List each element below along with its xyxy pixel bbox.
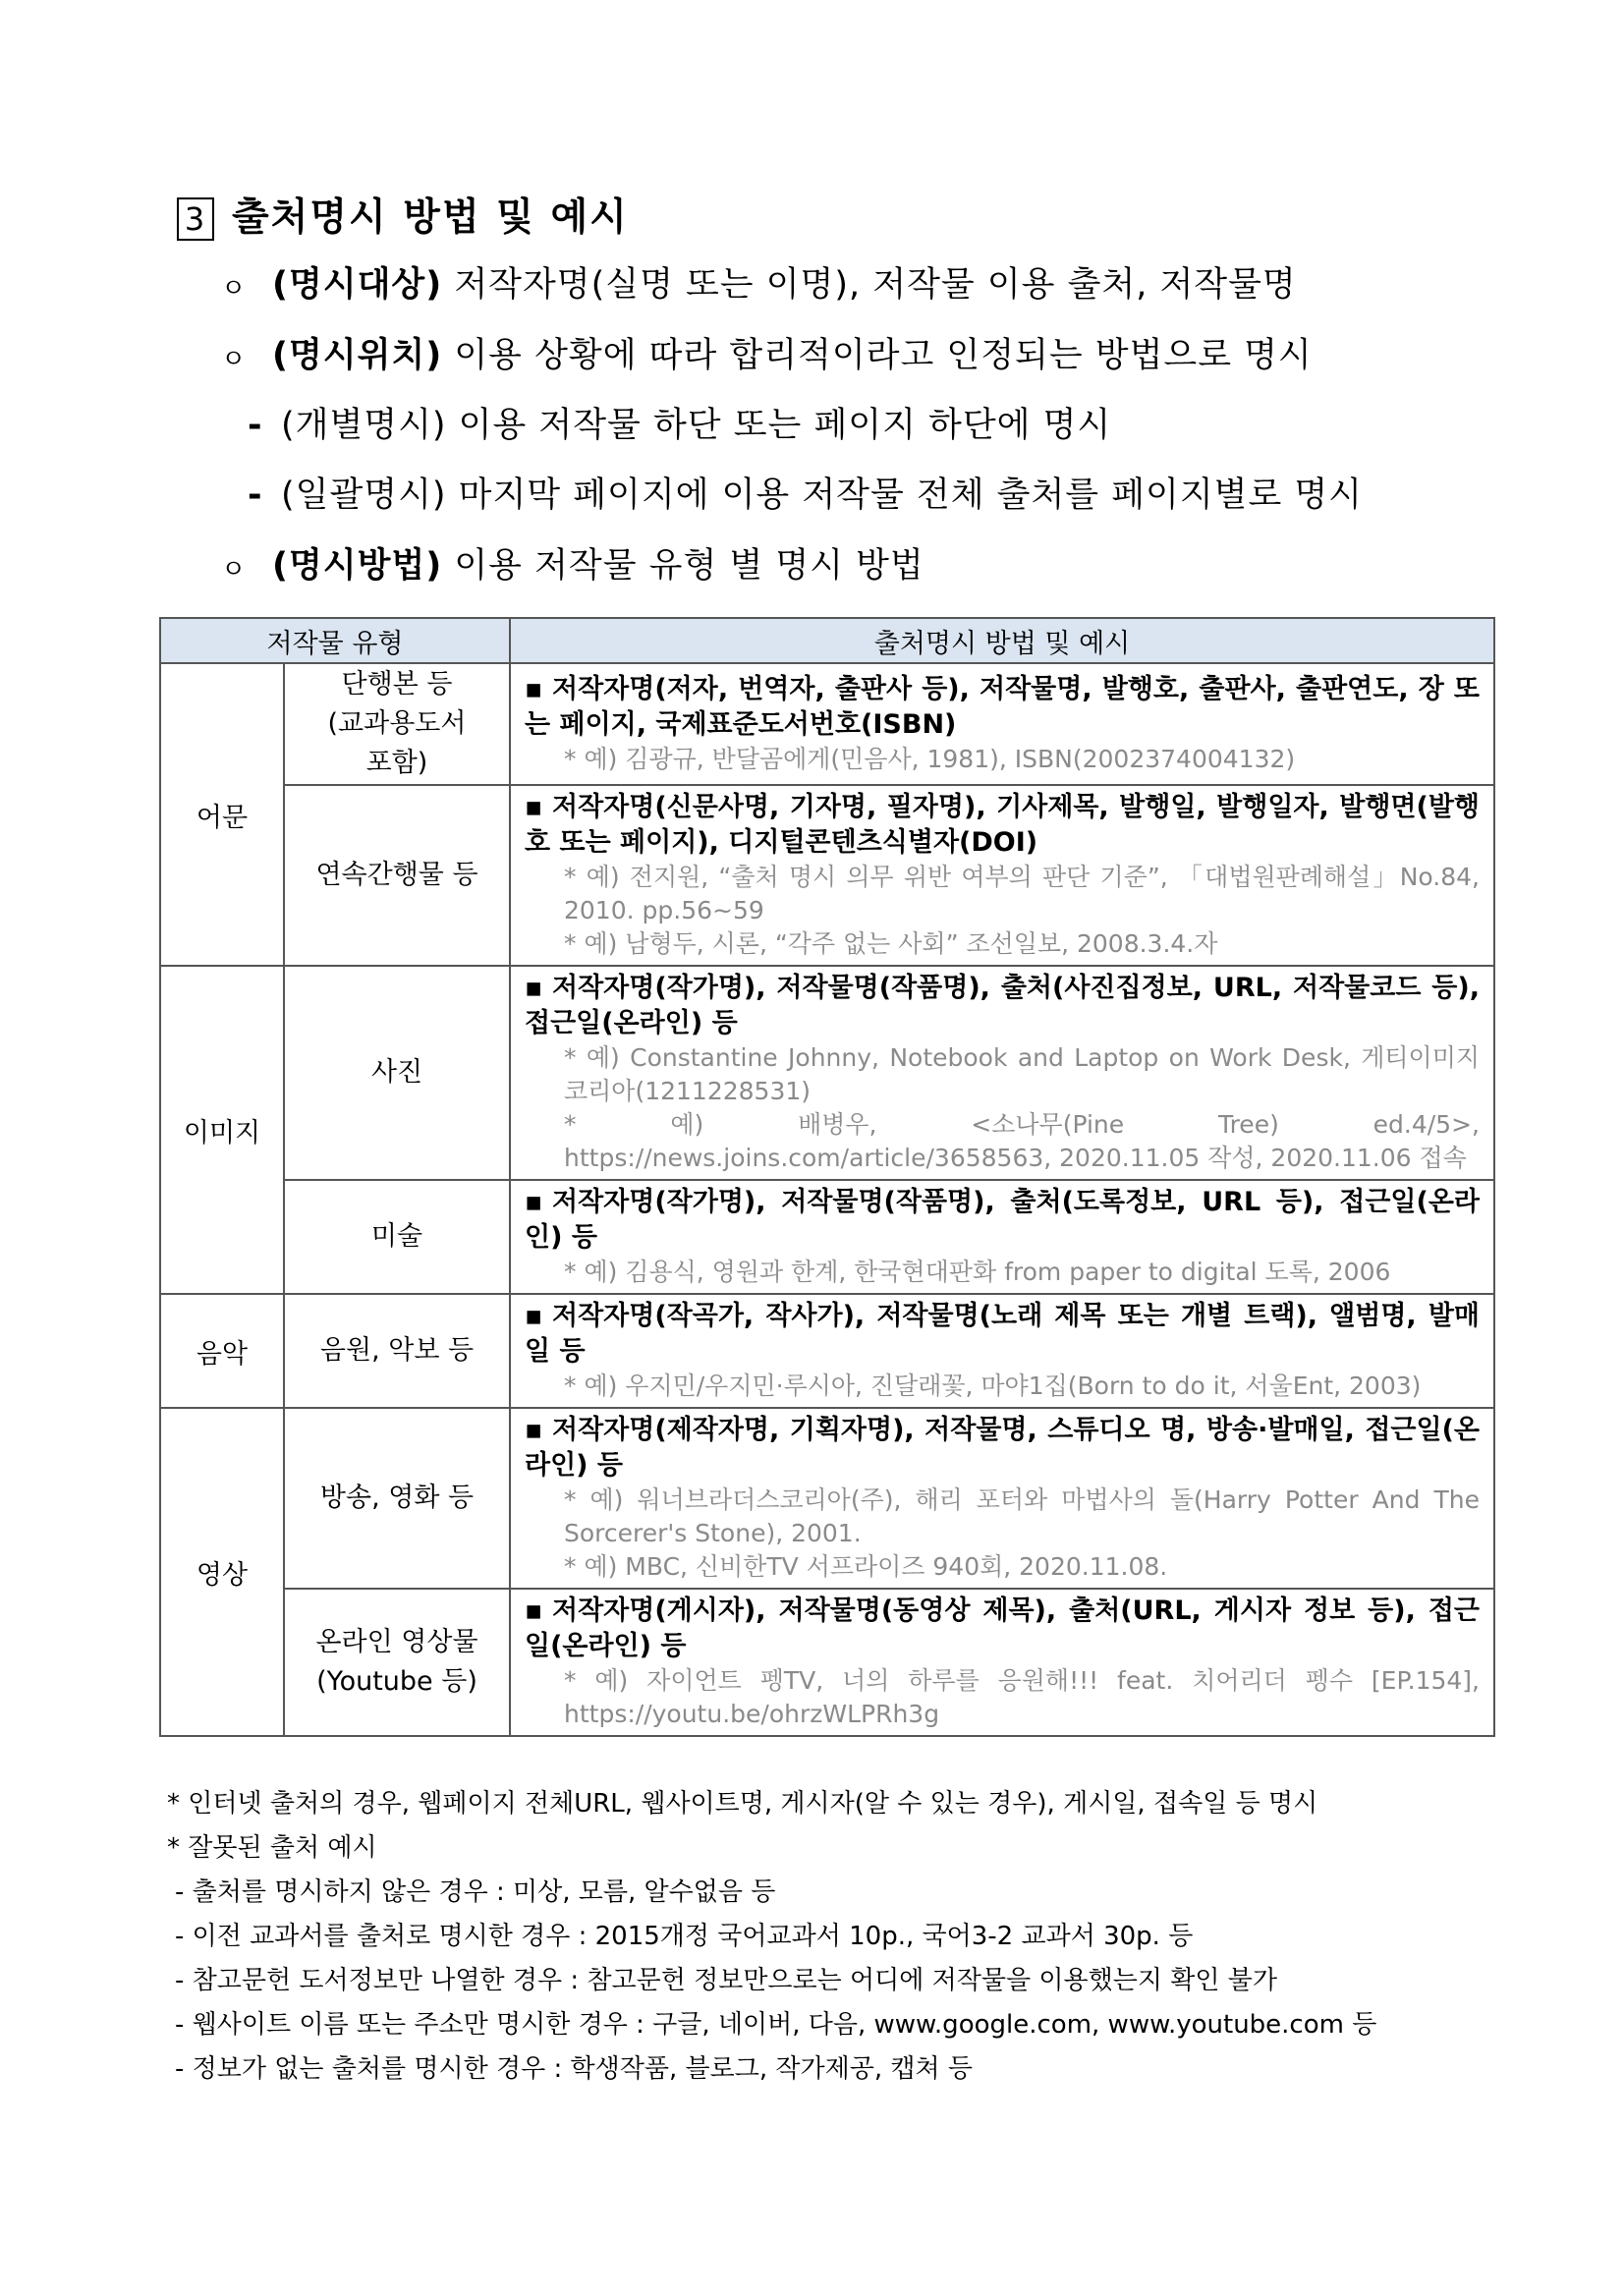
table-row: [160, 966, 1494, 1180]
example-text: * 예) 배병우, <소나무(Pine Tree) ed.4/5>, https://news.joins.com/article/3658563, 2020.11.05 작성, 2020.11.06 접속: [564, 1110, 1480, 1172]
main-text: ▪ 저작자명(작가명), 저작물명(작품명), 출처(사진집정보, URL, 저작물코드 등), 접근일(온라인) 등: [525, 973, 1480, 1038]
square-bullet-icon: ▪: [525, 1415, 543, 1445]
circle-bullet: ㅇ: [221, 344, 248, 374]
category-cell: 영상: [160, 1408, 284, 1736]
item-method: [221, 538, 924, 588]
example-text: * 예) Constantine Johnny, Notebook and Laptop on Work Desk, 게티이미지코리아(1211228531): [564, 1043, 1480, 1105]
item-label: (명시대상): [272, 265, 443, 305]
item-position: [221, 328, 1313, 377]
note-line: - 출처를 명시하지 않은 경우 : 미상, 모름, 알수없음 등: [175, 1877, 776, 1907]
table-row: [160, 785, 1494, 966]
subtype-cell: 사진: [284, 966, 510, 1180]
item-text: (개별명시) 이용 저작물 하단 또는 페이지 하단에 명시: [281, 406, 1112, 445]
note-line: - 참고문헌 도서정보만 나열한 경우 : 참고문헌 정보만으로는 어디에 저작물을 이용했는지 확인 불가: [175, 1966, 1277, 1995]
item-label: (명시방법): [272, 546, 443, 586]
square-bullet-icon: ▪: [525, 674, 543, 704]
category-cell: 이미지: [160, 966, 284, 1294]
circle-bullet: ㅇ: [221, 273, 248, 304]
main-text: ▪ 저작자명(저자, 번역자, 출판사 등), 저작물명, 발행호, 출판사, 출판연도, 장 또는 페이지, 국제표준도서번호(ISBN): [525, 674, 1480, 740]
table-row: [160, 1180, 1494, 1294]
item-text: 저작자명(실명 또는 이명), 저작물 이용 출처, 저작물명: [442, 265, 1297, 305]
description-cell: [510, 1589, 1494, 1736]
example-text: * 예) 김광규, 반달곰에게(민음사, 1981), ISBN(2002374004132): [564, 745, 1296, 773]
item-individual: [248, 398, 1111, 447]
circle-bullet: ㅇ: [221, 554, 248, 585]
notes-section: [167, 1782, 1376, 2092]
note-line: - 이전 교과서를 출처로 명시한 경우 : 2015개정 국어교과서 10p., 국어3-2 교과서 30p. 등: [175, 1922, 1194, 1951]
subtype-cell: 음원, 악보 등: [284, 1294, 510, 1408]
category-cell: 어문: [160, 663, 284, 966]
subtype-cell: 온라인 영상물 (Youtube 등): [284, 1589, 510, 1736]
category-cell: 음악: [160, 1294, 284, 1408]
subtype-cell: 연속간행물 등: [284, 785, 510, 966]
item-text: (일괄명시) 마지막 페이지에 이용 저작물 전체 출처를 페이지별로 명시: [281, 476, 1363, 515]
citation-table: [159, 617, 1495, 1737]
main-text: ▪ 저작자명(작곡가, 작사가), 저작물명(노래 제목 또는 개별 트랙), 앨범명, 발매일 등: [525, 1301, 1480, 1367]
square-bullet-icon: ▪: [525, 1187, 543, 1217]
example-text: * 예) 김용식, 영원과 한계, 한국현대판화 from paper to digital 도록, 2006: [564, 1258, 1391, 1286]
example-text: * 예) 전지원, “출처 명시 의무 위반 여부의 판단 기준”, 「대법원판례해설」No.84, 2010. pp.56~59: [564, 863, 1480, 924]
table-row: [160, 1294, 1494, 1408]
subtype-cell: 미술: [284, 1180, 510, 1294]
table-row: [160, 1589, 1494, 1736]
subtype-cell: 단행본 등 (교과용도서 포함): [284, 663, 510, 785]
subtype-cell: 방송, 영화 등: [284, 1408, 510, 1589]
table-row: [160, 1408, 1494, 1589]
example-text: * 예) MBC, 신비한TV 서프라이즈 940회, 2020.11.08.: [564, 1552, 1168, 1581]
description-cell: [510, 663, 1494, 785]
note-line: - 정보가 없는 출처를 명시한 경우 : 학생작품, 블로그, 작가제공, 캡쳐 등: [175, 2054, 973, 2084]
section-heading: [177, 187, 629, 242]
item-target: [221, 257, 1297, 307]
description-cell: [510, 1180, 1494, 1294]
square-bullet-icon: ▪: [525, 1301, 543, 1331]
example-text: * 예) 우지민/우지민·루시아, 진달래꽃, 마야1집(Born to do it, 서울Ent, 2003): [564, 1372, 1422, 1400]
table-row: [160, 663, 1494, 785]
square-bullet-icon: ▪: [525, 1596, 543, 1626]
square-bullet-icon: ▪: [525, 973, 543, 1003]
item-text: 이용 저작물 유형 별 명시 방법: [442, 546, 924, 586]
main-text: ▪ 저작자명(제작자명, 기획자명), 저작물명, 스튜디오 명, 방송·발매일, 접근일(온라인) 등: [525, 1415, 1480, 1481]
main-text: ▪ 저작자명(작가명), 저작물명(작품명), 출처(도록정보, URL 등), 접근일(온라인) 등: [525, 1187, 1480, 1253]
description-cell: [510, 785, 1494, 966]
example-text: * 예) 남형두, 시론, “각주 없는 사회” 조선일보, 2008.3.4.자: [564, 929, 1218, 958]
note-line: * 인터넷 출처의 경우, 웹페이지 전체URL, 웹사이트명, 게시자(알 수 있는 경우), 게시일, 접속일 등 명시: [167, 1789, 1318, 1819]
description-cell: [510, 1408, 1494, 1589]
dash-bullet: -: [248, 406, 263, 445]
description-cell: [510, 1294, 1494, 1408]
example-text: * 예) 워너브라더스코리아(주), 해리 포터와 마법사의 돌(Harry Potter And The Sorcerer's Stone), 2001.: [564, 1485, 1480, 1547]
note-line: - 웹사이트 이름 또는 주소만 명시한 경우 : 구글, 네이버, 다음, www.google.com, www.youtube.com 등: [175, 2010, 1377, 2040]
example-text: * 예) 자이언트 펭TV, 너의 하루를 응원해!!! feat. 치어리더 펭수 [EP.154], https://youtu.be/ohrzWLPRh3g: [564, 1666, 1480, 1728]
table-header: [160, 618, 1494, 663]
header-type: 저작물 유형: [160, 618, 510, 663]
main-text: ▪ 저작자명(게시자), 저작물명(동영상 제목), 출처(URL, 게시자 정보 등), 접근일(온라인) 등: [525, 1596, 1480, 1661]
note-line: * 잘못된 출처 예시: [167, 1833, 377, 1863]
square-bullet-icon: ▪: [525, 792, 543, 822]
item-label: (명시위치): [272, 336, 443, 375]
item-text: 이용 상황에 따라 합리적이라고 인정되는 방법으로 명시: [442, 336, 1313, 375]
main-text: ▪ 저작자명(신문사명, 기자명, 필자명), 기사제목, 발행일, 발행일자, 발행면(발행호 또는 페이지), 디지털콘텐츠식별자(DOI): [525, 792, 1480, 858]
header-method: 출처명시 방법 및 예시: [510, 618, 1494, 663]
description-cell: [510, 966, 1494, 1180]
section-number: 3: [177, 197, 214, 241]
section-title: 출처명시 방법 및 예시: [232, 196, 629, 240]
dash-bullet: -: [248, 476, 263, 515]
item-batch: [248, 468, 1363, 517]
